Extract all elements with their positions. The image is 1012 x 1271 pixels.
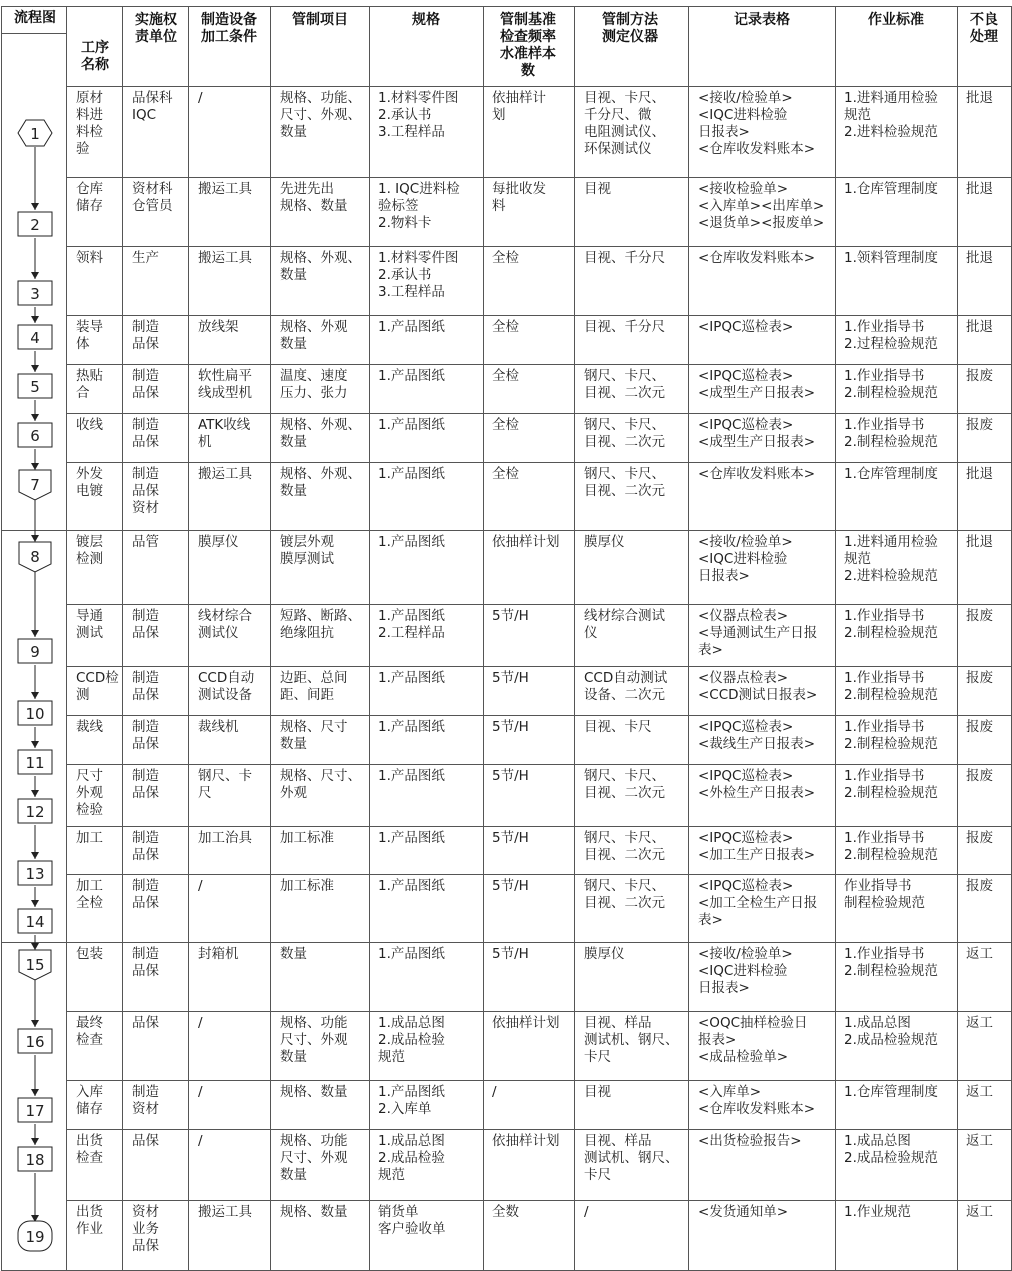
cell-items: 短路、断路、 绝缘阻抗 bbox=[280, 608, 361, 641]
cell-method: 目视、千分尺 bbox=[584, 250, 665, 266]
cell-owner: 生产 bbox=[132, 250, 159, 266]
cell-defect: 报废 bbox=[966, 878, 993, 894]
cell-method: 目视、样品 测试机、钢尺、 卡尺 bbox=[584, 1133, 679, 1183]
cell-name: 原材 料进 料检 验 bbox=[76, 90, 103, 157]
cell-records: <IPQC巡检表> <成型生产日报表> bbox=[698, 368, 816, 401]
cell-method: 钢尺、卡尺、 目视、二次元 bbox=[584, 768, 665, 801]
flow-arrow-icon bbox=[31, 741, 39, 748]
flow-arrow-icon bbox=[31, 852, 39, 859]
cell-name: 仓库 储存 bbox=[76, 181, 103, 214]
cell-owner: 制造 资材 bbox=[132, 1084, 159, 1117]
cell-freq: 全检 bbox=[492, 319, 519, 335]
cell-defect: 报废 bbox=[966, 768, 993, 784]
cell-name: 尺寸 外观 检验 bbox=[76, 768, 103, 818]
cell-defect: 批退 bbox=[966, 466, 993, 482]
cell-owner: 制造 品保 bbox=[132, 768, 159, 801]
cell-name: 出货 检查 bbox=[76, 1133, 103, 1166]
cell-method: / bbox=[584, 1204, 589, 1220]
cell-equip: / bbox=[198, 90, 203, 106]
cell-defect: 批退 bbox=[966, 90, 993, 106]
cell-name: 最终 检查 bbox=[76, 1015, 103, 1048]
cell-records: <入库单> <仓库收发料账本> bbox=[698, 1084, 816, 1117]
cell-equip: 封箱机 bbox=[198, 946, 239, 962]
flow-arrow-icon bbox=[31, 943, 39, 950]
flow-arrow-icon bbox=[31, 463, 39, 470]
flow-node-number: 18 bbox=[25, 1151, 45, 1169]
cell-owner: 制造 品保 bbox=[132, 417, 159, 450]
cell-standard: 1.进料通用检验 规范 2.进料检验规范 bbox=[844, 534, 938, 584]
cell-standard: 1.领料管理制度 bbox=[844, 250, 938, 266]
cell-items: 规格、尺寸、 外观 bbox=[280, 768, 361, 801]
cell-standard: 1.作业指导书 2.制程检验规范 bbox=[844, 670, 938, 703]
cell-equip: 软性扁平 线成型机 bbox=[198, 368, 252, 401]
cell-spec: 1.产品图纸 bbox=[378, 319, 445, 335]
cell-items: 边距、总间 距、间距 bbox=[280, 670, 348, 703]
cell-owner: 品管 bbox=[132, 534, 159, 550]
cell-name: 收线 bbox=[76, 417, 103, 433]
cell-items: 先进先出 规格、数量 bbox=[280, 181, 348, 214]
cell-owner: 制造 品保 bbox=[132, 946, 159, 979]
cell-defect: 返工 bbox=[966, 1084, 993, 1100]
flow-node-number: 14 bbox=[25, 913, 45, 931]
cell-name: 导通 测试 bbox=[76, 608, 103, 641]
cell-items: 规格、数量 bbox=[280, 1204, 348, 1220]
cell-spec: 1.产品图纸 bbox=[378, 719, 445, 735]
cell-spec: 1.产品图纸 bbox=[378, 466, 445, 482]
cell-name: 包装 bbox=[76, 946, 103, 962]
cell-standard: 1.作业指导书 2.过程检验规范 bbox=[844, 319, 938, 352]
flow-node-number: 5 bbox=[30, 378, 40, 396]
cell-records: <OQC抽样检验日 报表> <成品检验单> bbox=[698, 1015, 808, 1065]
cell-freq: 全检 bbox=[492, 466, 519, 482]
header-defect: 不良 处理 bbox=[970, 12, 998, 45]
flow-node-number: 10 bbox=[25, 705, 45, 723]
cell-freq: 依抽样计划 bbox=[492, 534, 560, 550]
cell-freq: 依抽样计 划 bbox=[492, 90, 546, 123]
cell-items: 规格、外观、 数量 bbox=[280, 250, 361, 283]
cell-defect: 报废 bbox=[966, 608, 993, 624]
cell-equip: / bbox=[198, 878, 203, 894]
cell-method: CCD自动测试 设备、二次元 bbox=[584, 670, 668, 703]
cell-standard: 1.作业指导书 2.制程检验规范 bbox=[844, 417, 938, 450]
cell-defect: 批退 bbox=[966, 181, 993, 197]
cell-defect: 返工 bbox=[966, 946, 993, 962]
table-row bbox=[0, 413, 1012, 462]
table-row bbox=[0, 315, 1012, 364]
cell-equip: 搬运工具 bbox=[198, 181, 252, 197]
cell-freq: 全检 bbox=[492, 417, 519, 433]
cell-spec: 1.产品图纸 bbox=[378, 830, 445, 846]
cell-defect: 报废 bbox=[966, 830, 993, 846]
cell-defect: 返工 bbox=[966, 1015, 993, 1031]
cell-equip: 裁线机 bbox=[198, 719, 239, 735]
flow-node-number: 12 bbox=[25, 803, 45, 821]
flow-arrow-icon bbox=[31, 414, 39, 421]
cell-standard: 1.作业指导书 2.制程检验规范 bbox=[844, 368, 938, 401]
header-flow: 流程图 bbox=[14, 10, 56, 26]
table-row bbox=[0, 874, 1012, 942]
cell-spec: 1.产品图纸 bbox=[378, 878, 445, 894]
cell-spec: 1.产品图纸 2.工程样品 bbox=[378, 608, 445, 641]
flow-node-number: 19 bbox=[25, 1228, 45, 1246]
cell-defect: 报废 bbox=[966, 368, 993, 384]
cell-items: 规格、功能 尺寸、外观 数量 bbox=[280, 1133, 348, 1183]
cell-method: 目视 bbox=[584, 181, 611, 197]
table-row bbox=[0, 764, 1012, 826]
cell-items: 镀层外观 膜厚测试 bbox=[280, 534, 334, 567]
cell-records: <接收/检验单> <IQC进料检验 日报表> bbox=[698, 946, 793, 996]
flow-node-number: 7 bbox=[30, 476, 40, 494]
flow-arrow-icon bbox=[31, 1138, 39, 1145]
cell-owner: 品保 bbox=[132, 1015, 159, 1031]
cell-freq: 5节/H bbox=[492, 768, 529, 784]
flowchart bbox=[0, 0, 70, 1271]
cell-freq: 全数 bbox=[492, 1204, 519, 1220]
cell-items: 数量 bbox=[280, 946, 307, 962]
flow-node-number: 17 bbox=[25, 1102, 45, 1120]
cell-freq: 每批收发 料 bbox=[492, 181, 546, 214]
cell-records: <仓库收发料账本> bbox=[698, 466, 816, 482]
cell-owner: 资材 业务 品保 bbox=[132, 1204, 159, 1254]
cell-records: <仪器点检表> <导通测试生产日报 表> bbox=[698, 608, 818, 658]
table-row bbox=[0, 462, 1012, 530]
cell-equip: 线材综合 测试仪 bbox=[198, 608, 252, 641]
cell-owner: 制造 品保 bbox=[132, 670, 159, 703]
cell-name: 镀层 检测 bbox=[76, 534, 103, 567]
cell-standard: 1.作业指导书 2.制程检验规范 bbox=[844, 768, 938, 801]
cell-equip: 搬运工具 bbox=[198, 466, 252, 482]
cell-freq: 5节/H bbox=[492, 670, 529, 686]
cell-items: 加工标准 bbox=[280, 878, 334, 894]
cell-name: 外发 电镀 bbox=[76, 466, 103, 499]
flow-arrow-icon bbox=[31, 900, 39, 907]
cell-method: 钢尺、卡尺、 目视、二次元 bbox=[584, 368, 665, 401]
cell-records: <出货检验报告> bbox=[698, 1133, 802, 1149]
cell-name: 热贴 合 bbox=[76, 368, 103, 401]
cell-owner: 制造 品保 bbox=[132, 830, 159, 863]
cell-spec: 1.产品图纸 bbox=[378, 768, 445, 784]
cell-method: 钢尺、卡尺、 目视、二次元 bbox=[584, 830, 665, 863]
cell-records: <IPQC巡检表> <裁线生产日报表> bbox=[698, 719, 816, 752]
cell-records: <IPQC巡检表> <成型生产日报表> bbox=[698, 417, 816, 450]
cell-name: CCD检 测 bbox=[76, 670, 119, 703]
cell-standard: 1.仓库管理制度 bbox=[844, 1084, 938, 1100]
cell-equip: 钢尺、卡 尺 bbox=[198, 768, 252, 801]
flow-node-number: 3 bbox=[30, 285, 40, 303]
cell-spec: 1. IQC进料检 验标签 2.物料卡 bbox=[378, 181, 460, 231]
table-row bbox=[0, 177, 1012, 246]
header-method: 管制方法 测定仪器 bbox=[602, 12, 658, 45]
cell-name: 裁线 bbox=[76, 719, 103, 735]
table-row bbox=[0, 666, 1012, 715]
cell-method: 目视、卡尺、 千分尺、微 电阻测试仪、 环保测试仪 bbox=[584, 90, 665, 157]
cell-method: 目视、卡尺 bbox=[584, 719, 652, 735]
cell-defect: 批退 bbox=[966, 250, 993, 266]
cell-equip: 搬运工具 bbox=[198, 250, 252, 266]
cell-items: 规格、数量 bbox=[280, 1084, 348, 1100]
cell-spec: 1.产品图纸 bbox=[378, 368, 445, 384]
cell-freq: 5节/H bbox=[492, 719, 529, 735]
cell-name: 加工 全检 bbox=[76, 878, 103, 911]
cell-method: 钢尺、卡尺、 目视、二次元 bbox=[584, 878, 665, 911]
cell-freq: 依抽样计划 bbox=[492, 1015, 560, 1031]
cell-name: 加工 bbox=[76, 830, 103, 846]
table-row bbox=[0, 715, 1012, 764]
cell-spec: 1.产品图纸 bbox=[378, 534, 445, 550]
header-control-items: 管制项目 bbox=[292, 12, 348, 28]
cell-equip: CCD自动 测试设备 bbox=[198, 670, 255, 703]
flow-node-number: 2 bbox=[30, 216, 40, 234]
cell-spec: 1.材料零件图 2.承认书 3.工程样品 bbox=[378, 250, 459, 300]
cell-spec: 1.成品总图 2.成品检验 规范 bbox=[378, 1133, 445, 1183]
cell-freq: 5节/H bbox=[492, 878, 529, 894]
cell-records: <接收/检验单> <IQC进料检验 日报表> bbox=[698, 534, 793, 584]
table-row bbox=[0, 1011, 1012, 1080]
cell-records: <接收/检验单> <IQC进料检验 日报表> <仓库收发料账本> bbox=[698, 90, 816, 157]
cell-owner: 资材科 仓管员 bbox=[132, 181, 173, 214]
cell-items: 规格、功能、 尺寸、外观、 数量 bbox=[280, 90, 361, 140]
header-standard: 作业标准 bbox=[868, 12, 924, 28]
table-row bbox=[0, 1129, 1012, 1200]
flow-node-number: 6 bbox=[30, 427, 40, 445]
table-row bbox=[0, 604, 1012, 666]
table-row bbox=[0, 1200, 1012, 1271]
cell-equip: 搬运工具 bbox=[198, 1204, 252, 1220]
cell-defect: 返工 bbox=[966, 1204, 993, 1220]
header-step-name: 工序 名称 bbox=[81, 40, 109, 73]
flow-node-number: 16 bbox=[25, 1033, 45, 1051]
cell-method: 膜厚仪 bbox=[584, 534, 625, 550]
flow-node-number: 9 bbox=[30, 643, 40, 661]
cell-defect: 报废 bbox=[966, 719, 993, 735]
cell-defect: 报废 bbox=[966, 417, 993, 433]
cell-standard: 作业指导书 制程检验规范 bbox=[844, 878, 925, 911]
cell-spec: 1.产品图纸 bbox=[378, 670, 445, 686]
cell-name: 领料 bbox=[76, 250, 103, 266]
cell-method: 钢尺、卡尺、 目视、二次元 bbox=[584, 466, 665, 499]
cell-records: <发货通知单> bbox=[698, 1204, 789, 1220]
cell-freq: 5节/H bbox=[492, 946, 529, 962]
cell-owner: 制造 品保 bbox=[132, 719, 159, 752]
cell-equip: ATK收线 机 bbox=[198, 417, 251, 450]
flow-node-number: 11 bbox=[25, 754, 45, 772]
cell-standard: 1.成品总图 2.成品检验规范 bbox=[844, 1133, 938, 1166]
flow-node-number: 15 bbox=[25, 956, 45, 974]
cell-owner: 制造 品保 bbox=[132, 319, 159, 352]
flow-node-number: 1 bbox=[30, 125, 40, 143]
cell-standard: 1.进料通用检验 规范 2.进料检验规范 bbox=[844, 90, 938, 140]
cell-defect: 批退 bbox=[966, 319, 993, 335]
cell-method: 钢尺、卡尺、 目视、二次元 bbox=[584, 417, 665, 450]
cell-freq: 5节/H bbox=[492, 830, 529, 846]
flow-arrow-icon bbox=[31, 535, 39, 542]
table-row bbox=[0, 826, 1012, 874]
flow-arrow-icon bbox=[31, 630, 39, 637]
cell-defect: 报废 bbox=[966, 670, 993, 686]
flow-arrow-icon bbox=[31, 316, 39, 323]
cell-standard: 1.作业指导书 2.制程检验规范 bbox=[844, 946, 938, 979]
cell-name: 装导 体 bbox=[76, 319, 103, 352]
flow-node-number: 13 bbox=[25, 865, 45, 883]
cell-freq: 依抽样计划 bbox=[492, 1133, 560, 1149]
cell-name: 出货 作业 bbox=[76, 1204, 103, 1237]
cell-defect: 返工 bbox=[966, 1133, 993, 1149]
cell-equip: 放线架 bbox=[198, 319, 239, 335]
header-frequency: 管制基准 检查频率 水准样本 数 bbox=[500, 12, 556, 79]
table-row bbox=[0, 246, 1012, 315]
cell-standard: 1.作业规范 bbox=[844, 1204, 911, 1220]
cell-items: 规格、外观、 数量 bbox=[280, 466, 361, 499]
cell-defect: 批退 bbox=[966, 534, 993, 550]
flow-arrow-icon bbox=[31, 272, 39, 279]
cell-equip: 膜厚仪 bbox=[198, 534, 239, 550]
cell-spec: 销货单 客户验收单 bbox=[378, 1204, 446, 1237]
cell-records: <IPQC巡检表> <外检生产日报表> bbox=[698, 768, 816, 801]
flow-arrow-icon bbox=[31, 1089, 39, 1096]
cell-equip: / bbox=[198, 1133, 203, 1149]
table-row bbox=[0, 942, 1012, 1011]
cell-equip: / bbox=[198, 1015, 203, 1031]
cell-freq: 全检 bbox=[492, 250, 519, 266]
header-records: 记录表格 bbox=[734, 12, 790, 28]
flow-arrow-icon bbox=[31, 365, 39, 372]
cell-spec: 1.产品图纸 bbox=[378, 417, 445, 433]
cell-items: 规格、外观、 数量 bbox=[280, 417, 361, 450]
cell-owner: 制造 品保 bbox=[132, 608, 159, 641]
cell-records: <IPQC巡检表> bbox=[698, 319, 794, 335]
header-equipment: 制造设备 加工条件 bbox=[201, 12, 257, 45]
flow-arrow-icon bbox=[31, 203, 39, 210]
cell-items: 规格、功能 尺寸、外观 数量 bbox=[280, 1015, 348, 1065]
cell-items: 温度、速度 压力、张力 bbox=[280, 368, 348, 401]
cell-spec: 1.成品总图 2.成品检验 规范 bbox=[378, 1015, 445, 1065]
cell-items: 加工标准 bbox=[280, 830, 334, 846]
cell-freq: 5节/H bbox=[492, 608, 529, 624]
flow-arrow-icon bbox=[31, 790, 39, 797]
cell-items: 规格、外观 数量 bbox=[280, 319, 348, 352]
cell-records: <接收检验单> <入库单><出库单> <退货单><报废单> bbox=[698, 181, 825, 231]
cell-owner: 品保 bbox=[132, 1133, 159, 1149]
cell-owner: 制造 品保 bbox=[132, 878, 159, 911]
cell-spec: 1.产品图纸 bbox=[378, 946, 445, 962]
cell-method: 目视、千分尺 bbox=[584, 319, 665, 335]
table-top-border bbox=[1, 6, 1011, 7]
cell-owner: 制造 品保 bbox=[132, 368, 159, 401]
cell-freq: / bbox=[492, 1084, 497, 1100]
cell-method: 线材综合测试 仪 bbox=[584, 608, 665, 641]
cell-standard: 1.仓库管理制度 bbox=[844, 466, 938, 482]
header-spec: 规格 bbox=[412, 12, 440, 28]
cell-standard: 1.作业指导书 2.制程检验规范 bbox=[844, 608, 938, 641]
table-row bbox=[0, 530, 1012, 604]
cell-freq: 全检 bbox=[492, 368, 519, 384]
cell-equip: / bbox=[198, 1084, 203, 1100]
table-row bbox=[0, 364, 1012, 413]
flow-arrow-icon bbox=[31, 1020, 39, 1027]
cell-standard: 1.作业指导书 2.制程检验规范 bbox=[844, 719, 938, 752]
cell-records: <IPQC巡检表> <加工全检生产日报 表> bbox=[698, 878, 818, 928]
cell-method: 目视、样品 测试机、钢尺、 卡尺 bbox=[584, 1015, 679, 1065]
cell-spec: 1.材料零件图 2.承认书 3.工程样品 bbox=[378, 90, 459, 140]
header-owner: 实施权 责单位 bbox=[135, 12, 177, 45]
cell-standard: 1.成品总图 2.成品检验规范 bbox=[844, 1015, 938, 1048]
cell-records: <仓库收发料账本> bbox=[698, 250, 816, 266]
cell-name: 入库 储存 bbox=[76, 1084, 103, 1117]
cell-standard: 1.仓库管理制度 bbox=[844, 181, 938, 197]
cell-equip: 加工治具 bbox=[198, 830, 252, 846]
cell-spec: 1.产品图纸 2.入库单 bbox=[378, 1084, 445, 1117]
cell-owner: 品保科 IQC bbox=[132, 90, 173, 123]
table-row bbox=[0, 1080, 1012, 1129]
flow-node-number: 4 bbox=[30, 329, 40, 347]
cell-items: 规格、尺寸 数量 bbox=[280, 719, 348, 752]
table-row bbox=[0, 86, 1012, 177]
cell-method: 目视 bbox=[584, 1084, 611, 1100]
cell-records: <IPQC巡检表> <加工生产日报表> bbox=[698, 830, 816, 863]
flow-arrow-icon bbox=[31, 692, 39, 699]
flow-node-number: 8 bbox=[30, 548, 40, 566]
cell-method: 膜厚仪 bbox=[584, 946, 625, 962]
cell-records: <仪器点检表> <CCD测试日报表> bbox=[698, 670, 818, 703]
cell-standard: 1.作业指导书 2.制程检验规范 bbox=[844, 830, 938, 863]
cell-owner: 制造 品保 资材 bbox=[132, 466, 159, 516]
